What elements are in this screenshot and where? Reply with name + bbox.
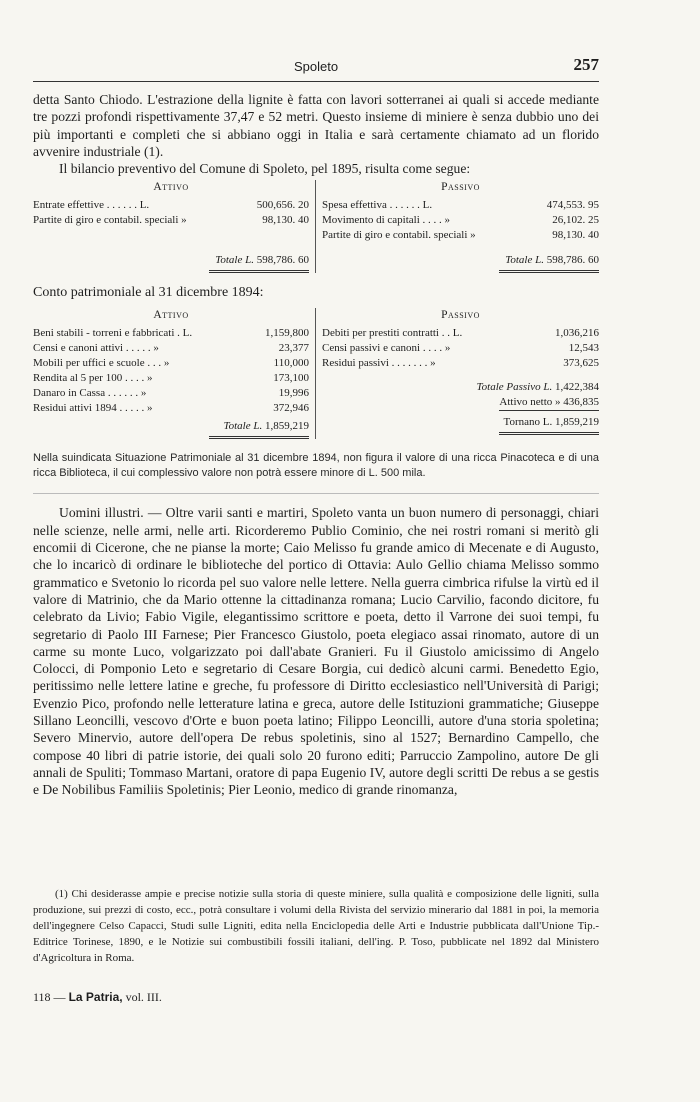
row-label: Rendita al 5 per 100 . . . . » [33,372,153,385]
paragraph-uomini-illustri: Uomini illustri. — Oltre varii santi e martiri, Spoleto vanta un buon numero di personaggi, chiari nelle scienze, nelle armi, nelle arti. Ricorderemo Publio Cominio, che nei rostri romani si meritò gli encomii di Cicerone, che ne pianse la morte; Caio Melisso fu grande amico di Mecenate e di Augusto, che lo incaricò di ordinare le biblioteche del portico di Ottavia: Aulo Gellio chiama Melisso sommo grammatico e Svetonio lo ricorda pel suo valore nelle lettere. Nella guerra cimbrica rifulse la virtù ed il valore di Matrinio, che da Mario ottenne la cittadinanza romana; Lucio Carvilio, facondo dicitore, fu celebrato da Livio; Fabio Vigile, elegantissimo scrittore e poeta, detto il Varrone dei suoi tempi, fu segretario di Paolo III Farnese; Pier Francesco Giustolo, poeta elegiaco assai rinomato, autore di un carme su monte Luco, volgarizzato poi dall'abate Granieri. Fu il Giustolo amicissimo di Angelo Colocci, di Pomponio Leto e segretario di Cesare Borgia, cui dedicò alcuni carmi. Benedetto Egio, peritissimo nelle lettere latine e greche, fu professore di Diritto ecclesiastico nell'Università di Parigi; Evenzio Pico, profondo nelle letterature latina e greca, autore delle Istituzioni grammatiche; Giuseppe Sillano Leoncilli, vescovo d'Orte e buon poeta latino; Filippo Leoncilli, autore d'una storia spoletina; Severo Minervio, autore dell'opera De rebus spoletinis, sino al 1527; Bernardino Campello, che compose 40 libri di patrie istorie, dei quali solo 20 furono editi; Parruccio Zampolino, autore De gli annali de Spuliti; Tommaso Martani, oratore di papa Eugenio IV, autore degli scritti De rebus a se gestis e De Nobilibus Familiis Spoletinis; Pier Leonio, medico di grande rinomanza, [33,505,599,798]
row-amount: 110,000 [273,357,309,370]
total-label: Totale L. [505,254,544,267]
attivo-netto-row [322,395,599,410]
table-row [322,213,599,228]
conto-passivo-heading: Passivo [441,309,480,322]
tornano-label: Tornano L. [503,416,553,429]
row-amount: 1,159,800 [265,327,309,340]
footnote: (1) Chi desiderasse ampie e precise notizie sulla storia di queste miniere, sulla qualità e composizione delle ligniti, sulla produzione, sui prezzi di costo, ecc., potrà consultare i volumi della Rivista del servizio minerario dal 1881 in poi, la memoria dell'ingegnere Celso Capacci, Studi sulle Ligniti, edita nella Enciclopedia delle Arti e Industrie pubblicata dall'Unione Tip.-Editrice Torinese, 1890, e le Notizie sui combustibili fossili italiani, dell'ing. P. Toso, pubblicate nel 1892 dal Ministero d'Agricoltura in Roma. [33,888,599,964]
row-label: Censi passivi e canoni . . . . » [322,342,451,355]
row-label: Residui passivi . . . . . . . » [322,357,436,370]
page-footer [33,990,162,1005]
total-amount: 598,786. 60 [256,254,309,267]
row-label: Entrate effettive . . . . . . L. [33,199,150,212]
table-row [33,371,309,386]
passivo-total-row [322,380,599,395]
table-row [322,356,599,371]
total-amount: 1,859,219 [265,420,309,433]
header-rule [33,81,599,82]
bilancio-attivo-heading: Attivo [153,181,189,194]
row-label: Spesa effettiva . . . . . . L. [322,199,433,212]
table-row [322,228,599,243]
row-label: Beni stabili - torreni e fabbricati . L. [33,327,193,340]
conto-table [33,308,599,439]
row-amount: 373,625 [563,357,599,370]
double-rule [499,430,599,435]
total-amount: 598,786. 60 [546,254,599,267]
row-label: Residui attivi 1894 . . . . . » [33,402,153,415]
sheet-number: 118 — [33,990,66,1004]
total-label: Totale Passivo L. [476,381,553,394]
conto-title: Conto patrimoniale al 31 dicembre 1894: [33,285,264,301]
page-number: 257 [573,55,599,74]
netto-amount: 436,835 [563,396,599,409]
section-divider [33,493,599,494]
double-rule [209,434,309,439]
double-rule [209,268,309,273]
table-row [33,198,309,213]
bilancio-table [33,180,599,273]
netto-label: Attivo netto » [499,396,561,409]
row-label: Censi e canoni attivi . . . . . » [33,342,159,355]
tornano-amount: 1,859,219 [555,416,599,429]
table-row [322,198,599,213]
bilancio-passivo-heading: Passivo [441,181,480,194]
row-label: Movimento di capitali . . . . » [322,214,451,227]
double-rule [499,268,599,273]
row-amount: 98,130. 40 [262,214,309,227]
bilancio-passivo-column [316,180,599,273]
table-row [322,326,599,341]
table-row [33,401,309,416]
table-row [33,356,309,371]
row-amount: 372,946 [273,402,309,415]
row-label: Mobili per uffici e scuole . . . » [33,357,170,370]
conto-passivo-column [316,308,599,439]
patrimonio-note: Nella suindicata Situazione Patrimoniale al 31 dicembre 1894, non figura il valore di una ricca Pinacoteca e di una ricca Biblioteca, il cui complessivo valore non potrà essere minore di L. 500 mila. [33,452,599,480]
paragraph-lignite: detta Santo Chiodo. L'estrazione della lignite è fatta con lavori sotterranei ai quali si accede mediante tre pozzi profondi rispettivamente 37,47 e 52 metri. Questo insieme di miniere è senza dubbio uno dei più importanti e completi che si abbiano oggi in Italia e sarà certamente chiamato ad un florido avvenire industriale (1). [33,92,599,159]
row-amount: 98,130. 40 [552,229,599,242]
volume-number: vol. III. [125,990,162,1004]
conto-attivo-heading: Attivo [153,309,189,322]
table-row [33,341,309,356]
table-row [33,213,309,228]
row-amount: 26,102. 25 [552,214,599,227]
total-amount: 1,422,384 [555,381,599,394]
row-label: Danaro in Cassa . . . . . . » [33,387,147,400]
conto-attivo-column [33,308,316,439]
page-title: Spoleto [293,59,339,74]
row-amount: 19,996 [278,387,309,400]
paragraph-bilancio-intro: Il bilancio preventivo del Comune di Spoleto, pel 1895, risulta come segue: [59,161,471,177]
bilancio-attivo-total [33,253,309,268]
row-amount: 1,036,216 [555,327,599,340]
row-label: Debiti per prestiti contratti . . L. [322,327,463,340]
row-label: Partite di giro e contabil. speciali » [33,214,187,227]
page-body [33,91,599,799]
conto-attivo-total [33,419,309,434]
running-header [33,55,599,83]
table-row [33,386,309,401]
row-amount: 173,100 [273,372,309,385]
row-label: Partite di giro e contabil. speciali » [322,229,476,242]
row-amount: 500,656. 20 [256,199,309,212]
table-row [322,341,599,356]
table-row [33,326,309,341]
work-title: La Patria, [68,990,123,1004]
single-rule [499,410,599,411]
row-amount: 474,553. 95 [546,199,599,212]
bilancio-passivo-total [322,253,599,268]
total-label: Totale L. [223,420,263,433]
bilancio-attivo-column [33,180,316,273]
row-amount: 12,543 [568,342,599,355]
conto-tornano [322,415,599,430]
row-amount: 23,377 [278,342,309,355]
total-label: Totale L. [215,254,254,267]
